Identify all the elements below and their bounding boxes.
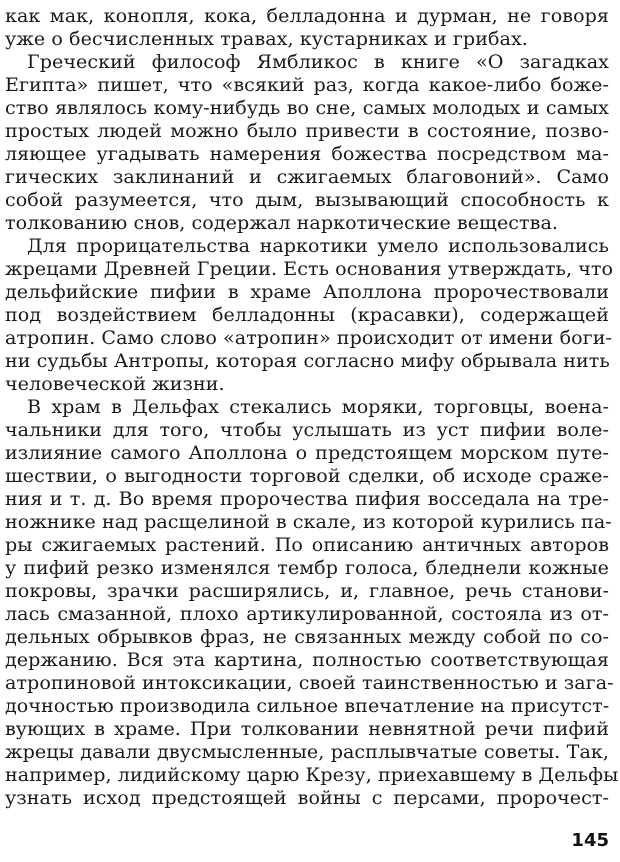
text-line: ство являлось кому-нибудь во сне, самых молодых и самых bbox=[5, 96, 609, 119]
text-line: держанию. Вся эта картина, полностью соответствующая bbox=[5, 648, 609, 671]
text-line: атропин. Само слово «атропин» происходит от имени боги- bbox=[5, 326, 612, 349]
text-line: излияние самого Аполлона о предстоящем морском путе- bbox=[5, 441, 609, 464]
text-line: например, лидийскому царю Крезу, приехавшему в Дельфы bbox=[5, 763, 619, 786]
text-line: жрецами Древней Греции. Есть основания утверждать, что bbox=[5, 257, 614, 280]
text-line: чальники для того, чтобы услышать из уст пифии воле- bbox=[5, 418, 609, 441]
text-line: уже о бесчисленных травах, кустарниках и грибах. bbox=[5, 27, 528, 50]
text-line: дельных обрывков фраз, не связанных между собой по со- bbox=[5, 625, 609, 648]
text-line: ры сжигаемых растений. По описанию античных авторов bbox=[5, 533, 609, 556]
text-line: Для прорицательства наркотики умело использовались bbox=[27, 234, 609, 257]
text-line: толкованию снов, содержал наркотические вещества. bbox=[5, 211, 559, 234]
text-line: Египта» пишет, что «всякий раз, когда какое-либо боже- bbox=[5, 73, 609, 96]
text-line: простых людей можно было привести в состояние, позво- bbox=[5, 119, 609, 142]
text-line: жрецы давали двусмысленные, расплывчатые советы. Так, bbox=[5, 740, 609, 763]
text-line: дочностью производила сильное впечатление на присутст- bbox=[5, 694, 610, 717]
text-line: атропиновой интоксикации, своей таинственностью и зага- bbox=[5, 671, 614, 694]
book-page bbox=[5, 4, 619, 854]
text-line: ния и т. д. Во время пророчества пифия восседала на тре- bbox=[5, 487, 609, 510]
page-number: 145 bbox=[571, 830, 609, 851]
text-line: дельфийские пифии в храме Аполлона пророчествовали bbox=[5, 280, 609, 303]
text-line: покровы, зрачки расширялись, и, главное, речь станови- bbox=[5, 579, 609, 602]
text-line: В храм в Дельфах стекались моряки, торговцы, воена- bbox=[27, 395, 609, 418]
text-line: как мак, конопля, кока, белладонна и дурман, не говоря bbox=[5, 4, 609, 27]
text-line: гических заклинаний и сжигаемых благовоний». Само bbox=[5, 165, 609, 188]
text-line: у пифий резко изменялся тембр голоса, бледнели кожные bbox=[5, 556, 609, 579]
text-line: ни судьбы Антропы, которая согласно мифу обрывала нить bbox=[5, 349, 610, 372]
text-line: ляющее угадывать намерения божества посредством ма- bbox=[5, 142, 609, 165]
text-line: ножнике над расщелиной в скале, из которой курились па- bbox=[5, 510, 612, 533]
text-line: лась смазанной, плохо артикулированной, состояла из от- bbox=[5, 602, 609, 625]
text-line: узнать исход предстоящей войны с персами, пророчест- bbox=[5, 786, 609, 809]
text-line: под воздействием белладонны (красавки), содержащей bbox=[5, 303, 609, 326]
text-line: собой разумеется, что дым, вызывающий способность к bbox=[5, 188, 609, 211]
text-line: шествии, о выгодности торговой сделки, об исходе сраже- bbox=[5, 464, 609, 487]
text-line: Греческий философ Ямбликос в книге «О загадках bbox=[27, 50, 609, 73]
text-line: человеческой жизни. bbox=[5, 372, 225, 395]
text-line: вующих в храме. При толковании невнятной речи пифий bbox=[5, 717, 609, 740]
